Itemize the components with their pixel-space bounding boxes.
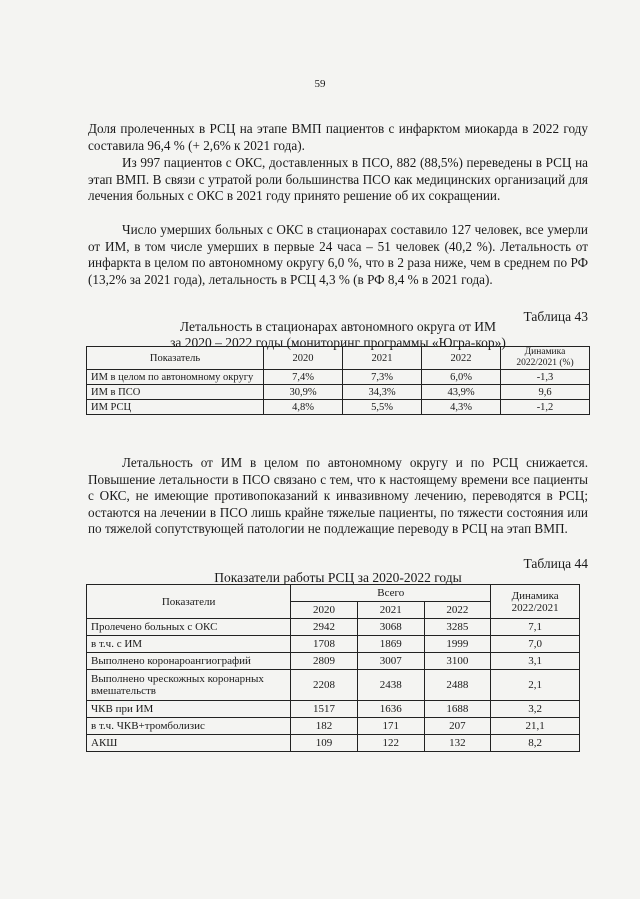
table-cell: в т.ч. ЧКВ+тромболизис xyxy=(87,718,291,735)
page-number: 59 xyxy=(314,78,326,90)
paragraph-3: Число умерших больных с ОКС в стационарах составило 127 человек, все умерли от ИМ, в том числе умерших в первые 24 часа – 51 человек (40,2 %). Летальность от инфаркта в целом по автономному округу 6,0 %, что в 2 раза ниже, чем в среднем по РФ (13,2% за 2021 года), летальность в РСЦ 4,3 % (в РФ 8,4 % в 2021 года). xyxy=(88,222,588,287)
table-cell: 1999 xyxy=(424,636,491,653)
table44-caption: Таблица 44 xyxy=(523,556,588,571)
table-cell: 7,3% xyxy=(343,370,422,385)
table-cell: 4,8% xyxy=(264,400,343,415)
table-cell: ИМ в целом по автономному округу xyxy=(87,370,264,385)
table-row xyxy=(87,718,580,735)
table-cell: 2438 xyxy=(357,670,424,701)
header-cell: Всего xyxy=(291,585,491,602)
table-header-row xyxy=(87,347,590,370)
table-cell: 122 xyxy=(357,735,424,752)
table-cell: 1636 xyxy=(357,701,424,718)
table-cell: 1869 xyxy=(357,636,424,653)
table-cell: 3007 xyxy=(357,653,424,670)
header-cell: 2022 xyxy=(422,347,501,370)
paragraph-4: Летальность от ИМ в целом по автономному округу и по РСЦ снижается. Повышение летальности в ПСО связано с тем, что к настоящему времени все пациенты с ОКС, не имеющие противопоказаний к инвазивному лечению, переводятся в РСЦ; остаются на лечении в ПСО лишь крайне тяжелые пациенты, по тяжести состояния или по тяжелой сопутствующей патологии не подлежащие переводу в РСЦ на этап ВМП. xyxy=(88,455,588,537)
table43-title: Летальность в стационарах автономного округа от ИМ за 2020 – 2022 годы (мониторинг программы «Югра-кор») xyxy=(170,319,506,350)
header-cell: 2021 xyxy=(343,347,422,370)
table-cell: в т.ч. с ИМ xyxy=(87,636,291,653)
header-cell: Показатель xyxy=(87,347,264,370)
table-cell: 7,1 xyxy=(491,619,580,636)
table44-title: Показатели работы РСЦ за 2020-2022 годы xyxy=(214,570,462,585)
table44 xyxy=(86,584,580,752)
table-cell: 3,1 xyxy=(491,653,580,670)
table-cell: АКШ xyxy=(87,735,291,752)
table-cell: -1,3 xyxy=(501,370,590,385)
table-row xyxy=(87,385,590,400)
table-cell: 2942 xyxy=(291,619,358,636)
table-cell: 3068 xyxy=(357,619,424,636)
table-cell: 2208 xyxy=(291,670,358,701)
table-row xyxy=(87,370,590,385)
paragraph-1: Доля пролеченных в РСЦ на этапе ВМП пациентов с инфарктом миокарда в 2022 году составила 96,4 % (+ 2,6% к 2021 года). xyxy=(88,121,588,153)
table-cell: 109 xyxy=(291,735,358,752)
table-cell: 1688 xyxy=(424,701,491,718)
header-cell: 2021 xyxy=(357,602,424,619)
table-row xyxy=(87,653,580,670)
table-cell: 3100 xyxy=(424,653,491,670)
table-cell: 7,0 xyxy=(491,636,580,653)
table-cell: 3,2 xyxy=(491,701,580,718)
header-cell: 2020 xyxy=(264,347,343,370)
table-cell: 5,5% xyxy=(343,400,422,415)
table-cell: 43,9% xyxy=(422,385,501,400)
header-cell: 2022 xyxy=(424,602,491,619)
table-cell: 6,0% xyxy=(422,370,501,385)
table-cell: 3285 xyxy=(424,619,491,636)
table-header-row xyxy=(87,585,580,602)
table-cell: 2,1 xyxy=(491,670,580,701)
table-cell: 7,4% xyxy=(264,370,343,385)
table-row xyxy=(87,636,580,653)
table-cell: 132 xyxy=(424,735,491,752)
table-cell: 2488 xyxy=(424,670,491,701)
table-cell: ИМ РСЦ xyxy=(87,400,264,415)
table-cell: 2809 xyxy=(291,653,358,670)
table-cell: Выполнено коронароангиографий xyxy=(87,653,291,670)
table-cell: 9,6 xyxy=(501,385,590,400)
table-cell: Пролечено больных с ОКС xyxy=(87,619,291,636)
table-cell: 30,9% xyxy=(264,385,343,400)
table43 xyxy=(86,346,590,415)
table-cell: 34,3% xyxy=(343,385,422,400)
table-row xyxy=(87,400,590,415)
table-cell: 1517 xyxy=(291,701,358,718)
table-cell: 1708 xyxy=(291,636,358,653)
table-cell: 171 xyxy=(357,718,424,735)
table-cell: Выполнено чрескожных коронарных вмешательств xyxy=(87,670,291,701)
table-cell: 21,1 xyxy=(491,718,580,735)
header-cell: 2020 xyxy=(291,602,358,619)
table-row xyxy=(87,619,580,636)
table-cell: -1,2 xyxy=(501,400,590,415)
header-cell: Показатели xyxy=(87,585,291,619)
table-cell: 4,3% xyxy=(422,400,501,415)
table-row xyxy=(87,735,580,752)
table-cell: 8,2 xyxy=(491,735,580,752)
table43-caption: Таблица 43 xyxy=(523,309,588,324)
table-cell: 207 xyxy=(424,718,491,735)
header-cell: Динамика 2022/2021 xyxy=(491,585,580,619)
table-cell: 182 xyxy=(291,718,358,735)
table-cell: ЧКВ при ИМ xyxy=(87,701,291,718)
paragraph-2: Из 997 пациентов с ОКС, доставленных в ПСО, 882 (88,5%) переведены в РСЦ на этап ВМП. В связи с утратой роли большинства ПСО как медицинских организаций для лечения больных с ОКС в 2021 году принято решение об их сокращении. xyxy=(88,155,588,204)
table-row xyxy=(87,701,580,718)
header-cell: Динамика 2022/2021 (%) xyxy=(501,347,590,370)
table-row xyxy=(87,670,580,701)
table-cell: ИМ в ПСО xyxy=(87,385,264,400)
